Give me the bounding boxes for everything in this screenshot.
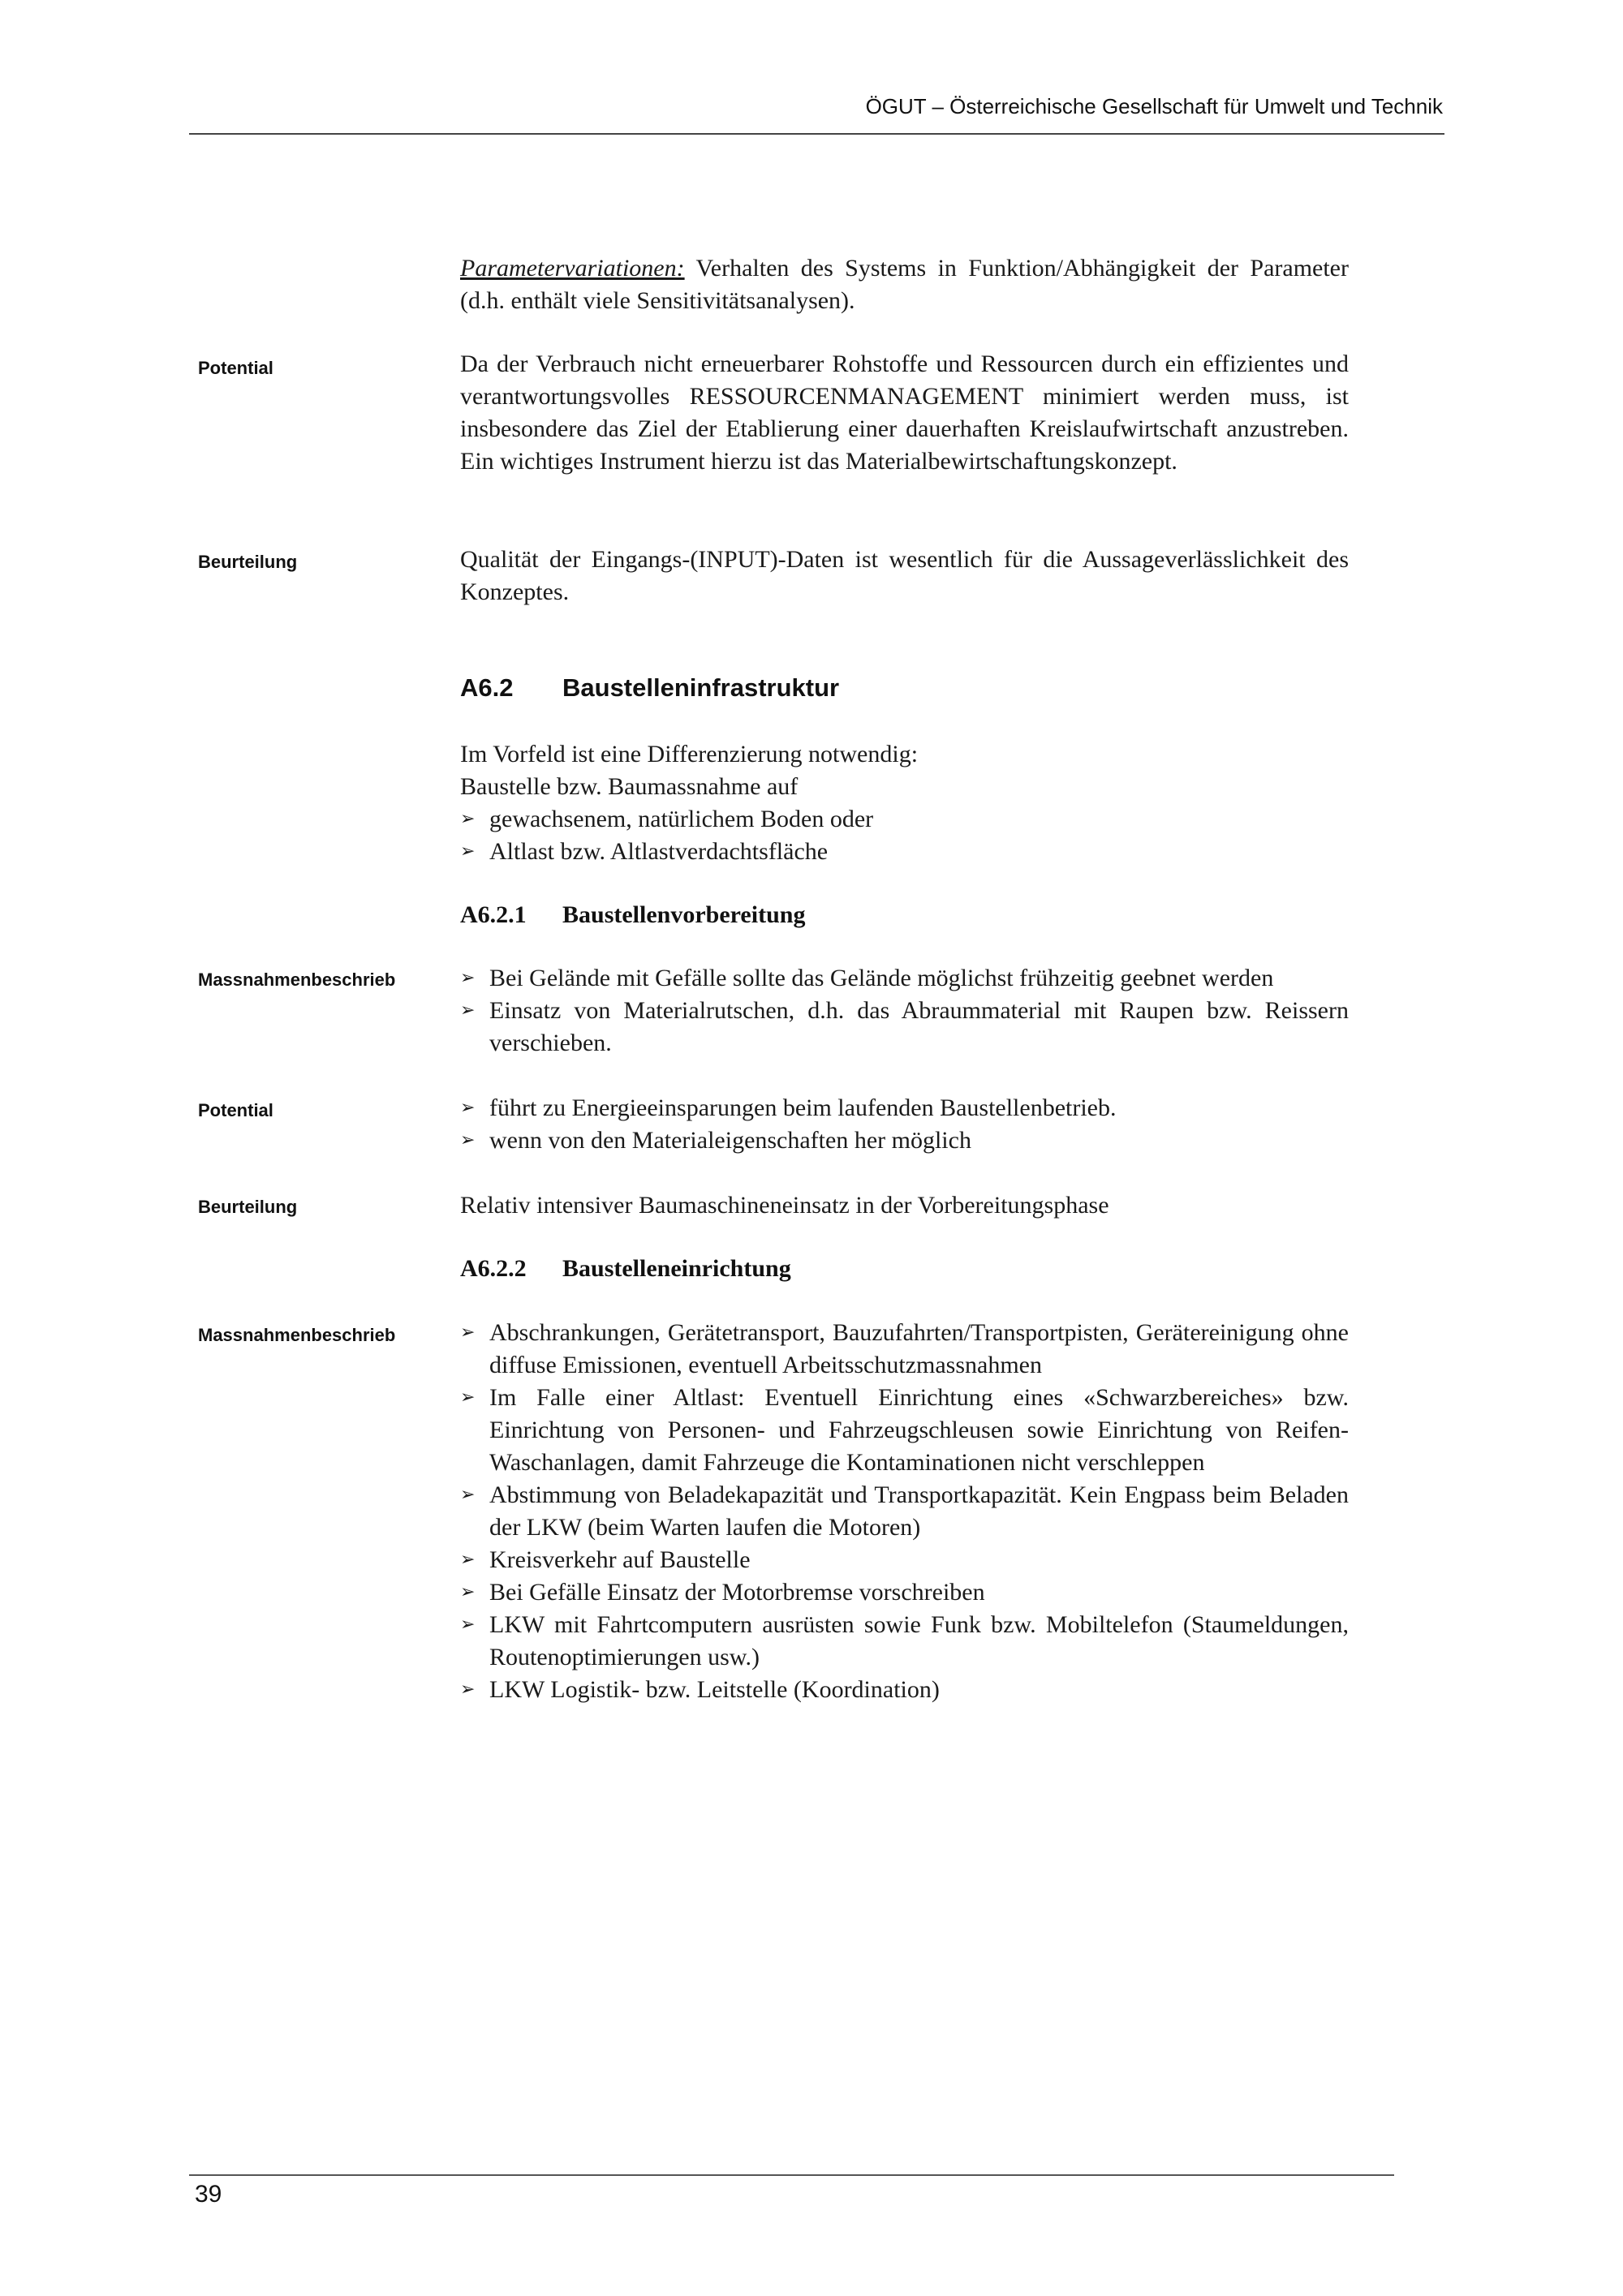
arrowhead-bullet-icon: ➢ bbox=[460, 1000, 476, 1021]
list-item: ➢ Bei Gelände mit Gefälle sollte das Gelände möglichst frühzeitig geebnet werden bbox=[460, 962, 1349, 995]
arrowhead-bullet-icon: ➢ bbox=[460, 1582, 476, 1602]
arrowhead-bullet-icon: ➢ bbox=[460, 1130, 476, 1150]
section-heading-a6-2-2 bbox=[460, 1255, 791, 1283]
potential-paragraph: Da der Verbrauch nicht erneuerbarer Rohstoffe und Ressourcen durch ein effizientes und verantwortungsvolles RESSOURCENMANAGEMENT minimiert werden muss, ist insbesondere das Ziel der Etablierung einer dauerhaften Kreislaufwirtschaft anzustreben. Ein wichtiges Instrument hierzu ist das Materialbewirtschaftungskonzept. bbox=[460, 350, 1349, 475]
arrowhead-bullet-icon: ➢ bbox=[460, 809, 476, 829]
list-item: ➢ Abstimmung von Beladekapazität und Transportkapazität. Kein Engpass beim Beladen der LKW (beim Warten laufen die Motoren) bbox=[460, 1479, 1349, 1544]
arrowhead-bullet-icon: ➢ bbox=[460, 1550, 476, 1570]
list-item: ➢ Altlast bzw. Altlastverdachtsfläche bbox=[460, 836, 1349, 868]
section-number: A6.2.1 bbox=[460, 901, 527, 928]
list-item: ➢ Kreisverkehr auf Baustelle bbox=[460, 1544, 1349, 1576]
side-label-massnahmenbeschrieb: Massnahmenbeschrieb bbox=[198, 970, 396, 990]
side-label-massnahmenbeschrieb: Massnahmenbeschrieb bbox=[198, 1325, 396, 1345]
section-title: Baustellenvorbereitung bbox=[562, 901, 806, 928]
intro-list bbox=[460, 803, 1349, 868]
arrowhead-bullet-icon: ➢ bbox=[460, 841, 476, 862]
footer-divider bbox=[189, 2174, 1394, 2176]
list-item: ➢ führt zu Energieeinsparungen beim laufenden Baustellenbetrieb. bbox=[460, 1092, 1349, 1124]
list-item: ➢ Abschrankungen, Gerätetransport, Bauzufahrten/Transportpisten, Gerätereinigung ohne diffuse Emissionen, eventuell Arbeitsschutzmassnahmen bbox=[460, 1317, 1349, 1382]
list-item: ➢ wenn von den Materialeigenschaften her möglich bbox=[460, 1124, 1349, 1157]
arrowhead-bullet-icon: ➢ bbox=[460, 1615, 476, 1635]
page-number: 39 bbox=[195, 2181, 222, 2208]
arrowhead-bullet-icon: ➢ bbox=[460, 1322, 476, 1343]
arrowhead-bullet-icon: ➢ bbox=[460, 1679, 476, 1700]
running-header: ÖGUT – Österreichische Gesellschaft für Umwelt und Technik bbox=[865, 94, 1443, 118]
list-item: ➢ LKW Logistik- bzw. Leitstelle (Koordination) bbox=[460, 1674, 1349, 1706]
a6-2-1-massnahmen bbox=[460, 962, 1349, 1060]
list-item: ➢ Im Falle einer Altlast: Eventuell Einrichtung eines «Schwarzbereiches» bzw. Einrichtung von Personen- und Fahrzeugschleusen sowie Einrichtung von Reifen-Waschanlagen, damit Fahrzeuge die Kontaminationen nicht verschleppen bbox=[460, 1382, 1349, 1479]
intro-line: Baustelle bzw. Baumassnahme auf bbox=[460, 773, 799, 800]
list-item: ➢ LKW mit Fahrtcomputern ausrüsten sowie Funk bzw. Mobiltelefon (Staumeldungen, Routenoptimierungen usw.) bbox=[460, 1609, 1349, 1674]
parametervariationen-paragraph bbox=[460, 252, 1349, 317]
side-label-potential: Potential bbox=[198, 358, 273, 378]
side-label-beurteilung: Beurteilung bbox=[198, 552, 298, 572]
section-title: Baustelleneinrichtung bbox=[562, 1255, 791, 1282]
a6-2-2-massnahmen bbox=[460, 1317, 1349, 1706]
parametervariationen-text: Verhalten des Systems in Funktion/Abhängigkeit der Parameter (d.h. enthält viele Sensitivitätsanalysen). bbox=[460, 255, 1349, 314]
massnahmen-list bbox=[460, 962, 1349, 1060]
arrowhead-bullet-icon: ➢ bbox=[460, 1387, 476, 1408]
arrowhead-bullet-icon: ➢ bbox=[460, 1098, 476, 1118]
arrowhead-bullet-icon: ➢ bbox=[460, 1485, 476, 1505]
a6-2-intro bbox=[460, 738, 1349, 868]
section-heading-a6-2 bbox=[460, 673, 839, 703]
section-heading-a6-2-1 bbox=[460, 901, 805, 929]
side-label-beurteilung: Beurteilung bbox=[198, 1197, 298, 1217]
list-item: ➢ Bei Gefälle Einsatz der Motorbremse vorschreiben bbox=[460, 1576, 1349, 1609]
side-label-potential: Potential bbox=[198, 1100, 273, 1120]
list-item: ➢ Einsatz von Materialrutschen, d.h. das Abraummaterial mit Raupen bzw. Reissern verschieben. bbox=[460, 995, 1349, 1060]
arrowhead-bullet-icon: ➢ bbox=[460, 968, 476, 988]
header-divider bbox=[189, 133, 1444, 135]
section-number: A6.2.2 bbox=[460, 1255, 527, 1282]
a6-2-1-beurteilung: Relativ intensiver Baumaschineneinsatz in der Vorbereitungsphase bbox=[460, 1192, 1109, 1219]
beurteilung-paragraph: Qualität der Eingangs-(INPUT)-Daten ist wesentlich für die Aussageverlässlichkeit des Konzeptes. bbox=[460, 546, 1349, 605]
potential-list bbox=[460, 1092, 1349, 1157]
list-item: ➢ gewachsenem, natürlichem Boden oder bbox=[460, 803, 1349, 836]
intro-line: Im Vorfeld ist eine Differenzierung notwendig: bbox=[460, 741, 919, 767]
parametervariationen-label: Parametervariationen: bbox=[460, 255, 685, 282]
section-title: Baustelleninfrastruktur bbox=[562, 673, 840, 702]
section-number: A6.2 bbox=[460, 673, 514, 702]
a6-2-1-potential bbox=[460, 1092, 1349, 1157]
massnahmen-list bbox=[460, 1317, 1349, 1706]
